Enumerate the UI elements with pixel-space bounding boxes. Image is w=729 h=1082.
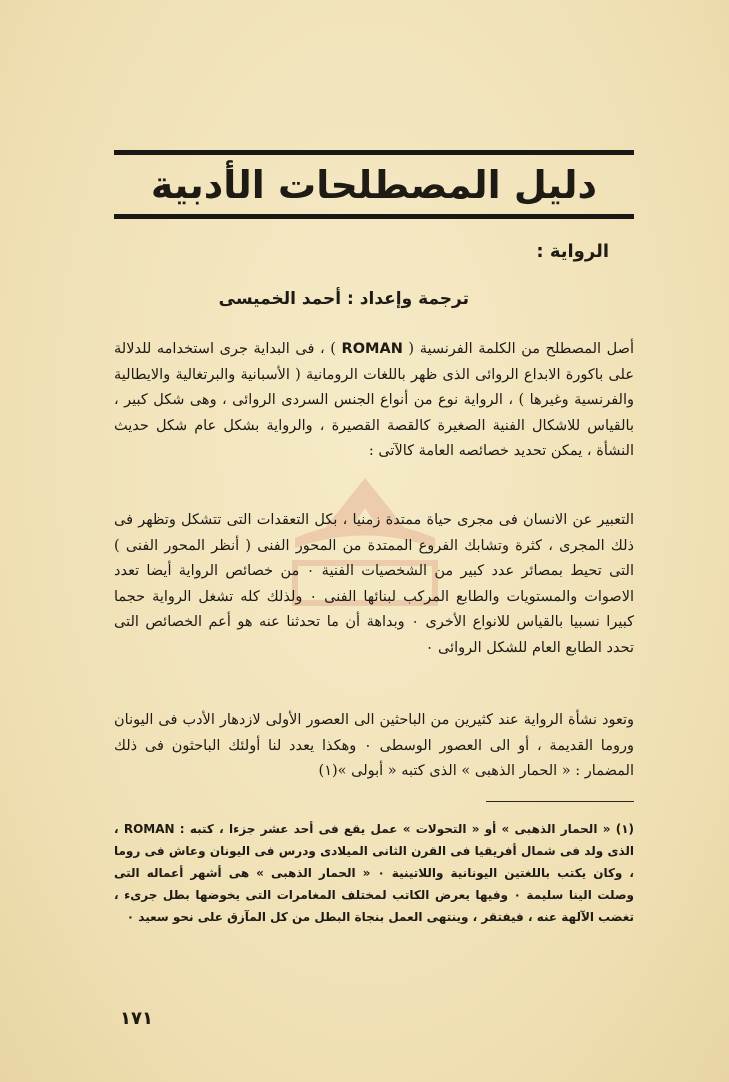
paragraph-1 [114, 337, 634, 465]
paragraph-3: وتعود نشأة الرواية عند كثيرين من الباحثين الى العصور الأولى لازدهار الأدب فى اليونان وروما القديمة ، أو الى العصور الوسطى ٠ وهكذا يعدد لنا أولئك الباحثون فى ذلك المضمار : « الحمار الذهبى » الذى كتبه « أبولى »(١) [114, 712, 634, 779]
masthead-top-rule [114, 150, 634, 155]
page-number: ١٧١ [120, 1008, 153, 1029]
footnote-divider [486, 801, 634, 802]
byline: ترجمة وإعداد : أحمد الخميسى [218, 289, 469, 309]
paragraph-1-text-b: ) ، فى البداية جرى استخدامه للدلالة على باكورة الابداع الروائى الذى ظهر باللغات الرومانية ( الأسبانية والبرتغالية والايطالية والفرنسية وغيرها ) ، الرواية نوع من أنواع الجنس السردى الروائى ، وهى شكل كبير ، بالقياس للاشكال الفنية الصغيرة كالقصة القصيرة ، والرواية بشكل عام شكل حديث النشأة ، يمكن تحديد خصائصه العامة كالآتى : [114, 341, 634, 459]
footnote [114, 818, 634, 928]
section-heading: الرواية : [536, 241, 609, 262]
paragraph-2: التعبير عن الانسان فى مجرى حياة ممتدة زمنيا ، بكل التعقدات التى تتشكل وتظهر فى ذلك المجرى ، كثرة وتشابك الفروع الممتدة من المحور الفنى ( أنظر المحور الفنى ) التى تحيط بمصائر عدد كبير من الشخصيات الفنية ٠ من خصائص الرواية أيضا تعدد الاصوات والمستويات والطابع المركب لبنائها الفنى ٠ ولذلك كله تشغل الرواية حجما كبيرا نسبيا بالقياس للانواع الأخرى ٠ وبداهة أن ما تحدثنا عنه هو أعم الخصائص التى تحدد الطابع العام للشكل الروائى ٠ [114, 512, 635, 656]
masthead-bottom-rule [114, 214, 634, 219]
latin-term: ROMAN [341, 341, 403, 357]
masthead-title: دليل المصطلحات الأدبية [150, 163, 598, 207]
footnote-text-b: ، الذى ولد فى شمال أفريقيا فى القرن الثانى الميلادى ودرس فى اليونان وعاش فى روما ، وكان يكتب باللغتين اليونانية واللاتينية ٠ « الحمار الذهبى » هى أشهر أعماله التى وصلت الينا سليمة ٠ وفيها يعرض الكاتب لمختلف المغامرات التى يخوضها بطل جرىء ، تغضب الآلهة عنه ، فيفتقر ، وينتهى العمل بنجاة البطل من كل المآزق على نحو سعيد ٠ [114, 822, 634, 924]
paragraph-1-text-a: أصل المصطلح من الكلمة الفرنسية ( [402, 341, 634, 357]
footnote-latin-term: ROMAN [123, 822, 175, 836]
footnote-text-a: (١) « الحمار الذهبى » أو « التحولات » عمل يقع فى أحد عشر جزءا ، كتبه : [174, 822, 634, 836]
